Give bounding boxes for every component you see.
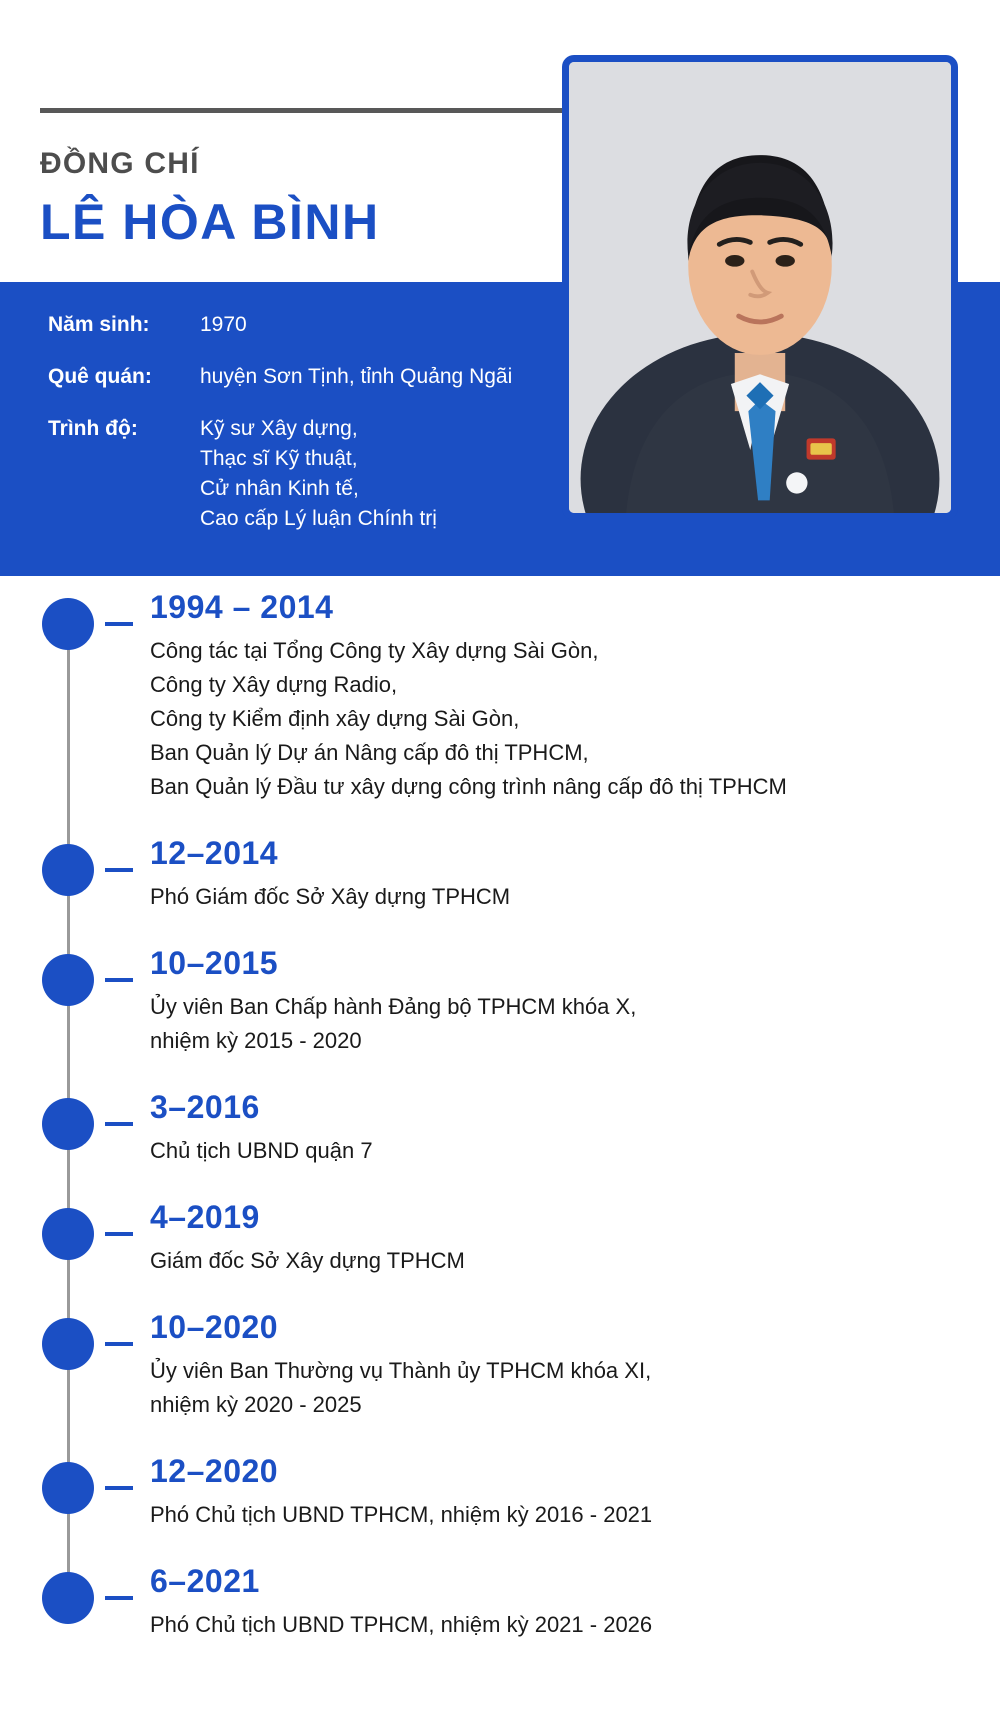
timeline-dash-icon <box>105 1232 133 1236</box>
timeline-description-line: Giám đốc Sở Xây dựng TPHCM <box>150 1248 465 1273</box>
title-block <box>40 108 580 251</box>
timeline-description-line: nhiệm kỳ 2015 - 2020 <box>150 1028 362 1053</box>
timeline-dash-icon <box>105 1342 133 1346</box>
info-value-line: Cao cấp Lý luận Chính trị <box>200 507 437 530</box>
portrait-illustration <box>569 62 951 513</box>
timeline-dash-icon <box>105 1486 133 1490</box>
timeline-entry <box>0 830 1000 914</box>
info-value-line: Thạc sĩ Kỹ thuật, <box>200 447 358 470</box>
timeline-description-line: Ủy viên Ban Thường vụ Thành ủy TPHCM khóa XI, <box>150 1358 652 1383</box>
timeline-entry <box>0 1448 1000 1532</box>
header-section <box>0 0 1000 580</box>
info-value-line: Cử nhân Kinh tế, <box>200 477 359 500</box>
timeline-description-line: nhiệm kỳ 2020 - 2025 <box>150 1392 362 1417</box>
timeline-description-line: Ban Quản lý Dự án Nâng cấp đô thị TPHCM, <box>150 740 589 765</box>
info-value <box>200 310 247 340</box>
timeline-entry <box>0 940 1000 1058</box>
timeline-description-line: Ban Quản lý Đầu tư xây dựng công trình nâng cấp đô thị TPHCM <box>150 774 787 799</box>
timeline-dot-icon <box>42 1318 94 1370</box>
timeline-dash-icon <box>105 1596 133 1600</box>
timeline-dot-icon <box>42 1098 94 1150</box>
portrait-photo <box>562 55 958 520</box>
info-label: Quê quán: <box>48 365 152 388</box>
timeline-dash-icon <box>105 978 133 982</box>
timeline-description-line: Phó Chủ tịch UBND TPHCM, nhiệm kỳ 2016 - 2021 <box>150 1502 653 1527</box>
timeline-description-line: Phó Chủ tịch UBND TPHCM, nhiệm kỳ 2021 - 2026 <box>150 1612 653 1637</box>
timeline-entry <box>0 1304 1000 1422</box>
timeline-description-line: Phó Giám đốc Sở Xây dựng TPHCM <box>150 884 511 909</box>
timeline-dash-icon <box>105 1122 133 1126</box>
timeline-description <box>150 880 1000 914</box>
timeline-dot-icon <box>42 598 94 650</box>
timeline-entry <box>0 1194 1000 1278</box>
info-value <box>200 362 512 392</box>
info-value-line: 1970 <box>200 313 247 336</box>
timeline-dash-icon <box>105 868 133 872</box>
timeline-dot-icon <box>42 954 94 1006</box>
timeline-year: 6–2021 <box>150 1563 260 1599</box>
timeline-description <box>150 1498 1000 1532</box>
eyebrow-label: ĐỒNG CHÍ <box>40 147 200 180</box>
timeline-description-line: Ủy viên Ban Chấp hành Đảng bộ TPHCM khóa X, <box>150 994 637 1019</box>
info-value-line: huyện Sơn Tịnh, tỉnh Quảng Ngãi <box>200 365 513 388</box>
info-list <box>48 310 568 556</box>
timeline-year: 3–2016 <box>150 1089 260 1125</box>
info-label: Năm sinh: <box>48 313 150 336</box>
title-divider <box>40 108 570 113</box>
info-label: Trình độ: <box>48 417 138 440</box>
timeline-dash-icon <box>105 622 133 626</box>
timeline-description <box>150 1608 1000 1642</box>
timeline-entry <box>0 1558 1000 1642</box>
timeline-dot-icon <box>42 1462 94 1514</box>
timeline-description-line: Chủ tịch UBND quận 7 <box>150 1138 373 1163</box>
timeline-year: 4–2019 <box>150 1199 260 1235</box>
timeline-year: 10–2015 <box>150 945 279 981</box>
timeline-description <box>150 990 1000 1058</box>
info-value <box>200 414 437 534</box>
timeline-dot-icon <box>42 1572 94 1624</box>
timeline-entry <box>0 1084 1000 1168</box>
info-row <box>48 362 568 392</box>
info-row <box>48 310 568 340</box>
timeline-dot-icon <box>42 844 94 896</box>
career-timeline <box>0 584 1000 1708</box>
timeline-year: 12–2014 <box>150 835 279 871</box>
timeline-description <box>150 1134 1000 1168</box>
timeline-entry <box>0 584 1000 804</box>
timeline-description-line: Công ty Xây dựng Radio, <box>150 672 398 697</box>
timeline-year: 1994 – 2014 <box>150 589 334 625</box>
timeline-description <box>150 1244 1000 1278</box>
timeline-description <box>150 1354 1000 1422</box>
person-name: LÊ HÒA BÌNH <box>40 194 380 250</box>
timeline-year: 12–2020 <box>150 1453 279 1489</box>
timeline-dot-icon <box>42 1208 94 1260</box>
info-value-line: Kỹ sư Xây dựng, <box>200 417 358 440</box>
timeline-description-line: Công tác tại Tổng Công ty Xây dựng Sài Gòn, <box>150 638 599 663</box>
info-row <box>48 414 568 534</box>
timeline-description <box>150 634 1000 804</box>
timeline-description-line: Công ty Kiểm định xây dựng Sài Gòn, <box>150 706 520 731</box>
timeline-year: 10–2020 <box>150 1309 279 1345</box>
